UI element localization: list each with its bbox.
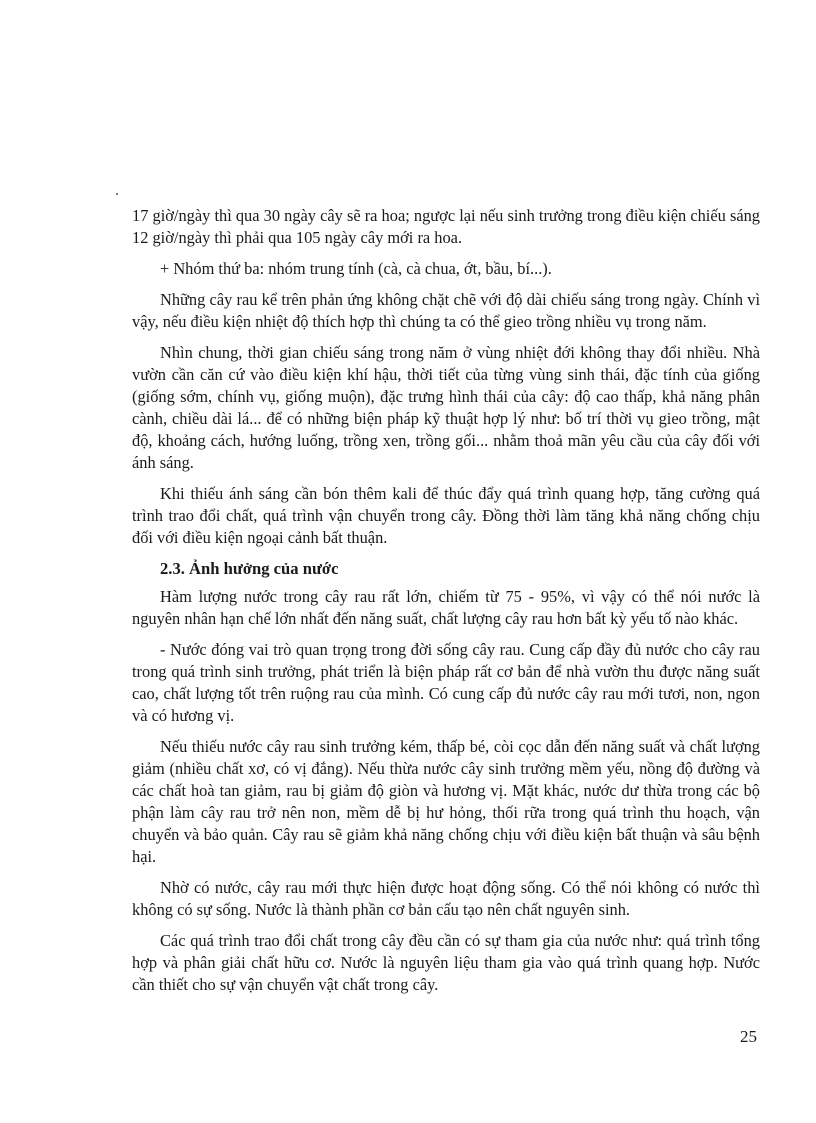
section-heading: 2.3. Ảnh hưởng của nước (160, 559, 339, 578)
page-number: 25 (740, 1027, 757, 1046)
paragraph-water-life: Nhờ có nước, cây rau mới thực hiện được hoạt động sống. Có thể nói không có nước thì không có sự sống. Nước là thành phần cơ bản cấu tạo nên chất nguyên sinh. (132, 878, 760, 919)
paragraph-tropical-light: Nhìn chung, thời gian chiếu sáng trong năm ở vùng nhiệt đới không thay đổi nhiều. Nhà vườn cần căn cứ vào điều kiện khí hậu, thời tiết của từng vùng sinh thái, đặc tính của giống (giống sớm, chính vụ, giống muộn), đặc trưng hình thái của cây: độ cao thấp, khả năng phân cành, chiều dài lá... để có những biện pháp kỹ thuật hợp lý như: bố trí thời vụ gieo trồng, mật độ, khoảng cách, hướng luống, trồng xen, trồng gối... nhằm thoả mãn yêu cầu của cây đối với ánh sáng. (132, 343, 760, 472)
paragraph-water-content: Hàm lượng nước trong cây rau rất lớn, chiếm từ 75 - 95%, vì vậy có thể nói nước là nguyên nhân hạn chế lớn nhất đến năng suất, chất lượng cây rau hơn bất kỳ yếu tố nào khác. (132, 587, 760, 628)
paragraph-light-response: Những cây rau kể trên phản ứng không chặt chẽ với độ dài chiếu sáng trong ngày. Chính vì vậy, nếu điều kiện nhiệt độ thích hợp thì chúng ta có thể gieo trồng nhiều vụ trong năm. (132, 290, 760, 331)
scan-speck (116, 193, 118, 195)
paragraph-water-deficit: Nếu thiếu nước cây rau sinh trưởng kém, thấp bé, còi cọc dẫn đến năng suất và chất lượng giảm (nhiều chất xơ, có vị đắng). Nếu thừa nước cây sinh trưởng mềm yếu, nồng độ đường và các chất hoà tan giảm, rau bị giảm độ giòn và hương vị. Mặt khác, nước dư thừa trong các bộ phận làm cây rau trở nên non, mềm dễ bị hư hỏng, thối rữa trong quá trình thu hoạch, vận chuyển và bảo quản. Cây rau sẽ giảm khả năng chống chịu với điều kiện bất thuận và sâu bệnh hại. (132, 737, 760, 866)
paragraph-neutral-group: + Nhóm thứ ba: nhóm trung tính (cà, cà chua, ớt, bầu, bí...). (160, 259, 552, 278)
paragraph-water-role: - Nước đóng vai trò quan trọng trong đời sống cây rau. Cung cấp đầy đủ nước cho cây rau trong quá trình sinh trưởng, phát triển là biện pháp rất cơ bản để nhà vườn thu được năng suất cao, chất lượng tốt trên ruộng rau của mình. Có cung cấp đủ nước cây rau mới tươi, non, ngon và có hương vị. (132, 640, 760, 725)
paragraph-continuation: 17 giờ/ngày thì qua 30 ngày cây sẽ ra hoa; ngược lại nếu sinh trưởng trong điều kiện chiếu sáng 12 giờ/ngày thì phải qua 105 ngày cây mới ra hoa. (132, 206, 760, 247)
page-body (132, 205, 760, 1005)
paragraph-potassium: Khi thiếu ánh sáng cần bón thêm kali để thúc đẩy quá trình quang hợp, tăng cường quá trình trao đổi chất, quá trình vận chuyển trong cây. Đồng thời làm tăng khả năng chống chịu đối với điều kiện ngoại cảnh bất thuận. (132, 484, 760, 547)
paragraph-water-metabolism: Các quá trình trao đổi chất trong cây đều cần có sự tham gia của nước như: quá trình tổng hợp và phân giải chất hữu cơ. Nước là nguyên liệu tham gia vào quá trình quang hợp. Nước cần thiết cho sự vận chuyển vật chất trong cây. (132, 931, 760, 994)
